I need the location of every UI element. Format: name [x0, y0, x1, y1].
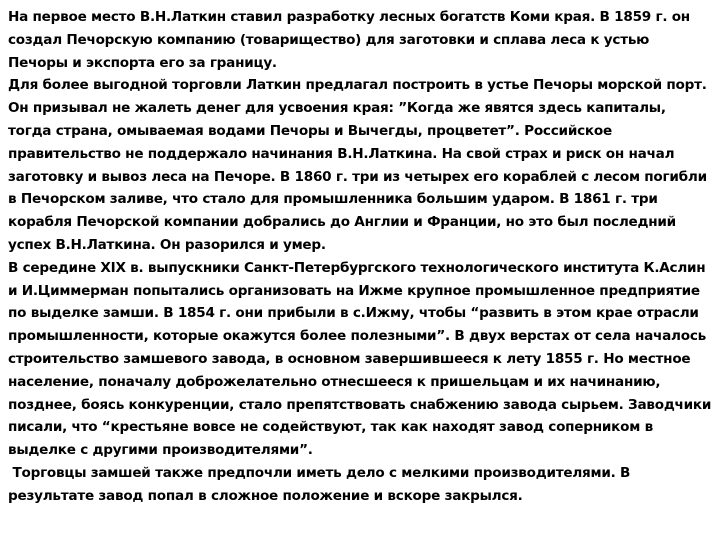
paragraph-latkin-port: Для более выгодной торговли Латкин предлагал построить в устье Печоры морской порт. Он призывал не жалеть денег для усвоения края: ”Когда же явятся здесь капиталы, тогда страна, омываемая водами Печоры и Вычегды, процветет”. Российское правительство не поддержало начинания В.Н.Латкина. На свой страх и риск он начал заготовку и вывоз леса на Печоре. В 1860 г. три из четырех его кораблей с лесом погибли в Печорском заливе, что стало для промышленника большим ударом. В 1861 г. три корабля Печорской компании добрались до Англии и Франции, но это был последний успех В.Н.Латкина. Он разорился и умер.	[8, 77, 707, 253]
paragraph-suede-traders: Торговцы замшей также предпочли иметь дело с мелкими производителями. В результате завод попал в сложное положение и вскоре закрылся.	[8, 464, 635, 504]
paragraph-suede-factory: В середине XIX в. выпускники Санкт-Петербургского технологического института К.Аслин и И.Циммерман попытались организовать на Ижме крупное промышленное предприятие по выделке замши. В 1854 г. они прибыли в с.Ижму, чтобы “развить в этом крае отрасли промышленности, которые окажутся более полезными”. В двух верстах от села началось строительство замшевого завода, в основном завершившееся к лету 1855 г. Но местное население, поначалу доброжелательно отнесшееся к пришельцам и их начинанию, позднее, боясь конкуренции, стало препятствовать снабжению завода сырьем. Заводчики писали, что “крестьяне вовсе не содействуют, так как находят завод соперником в выделке с другими производителями”.	[8, 259, 712, 459]
paragraph-latkin-forestry: На первое место В.Н.Латкин ставил разработку лесных богатств Коми края. В 1859 г. он создал Печорскую компанию (товарищество) для заготовки и сплава леса к устью Печоры и экспорта его за границу.	[8, 9, 690, 71]
slide-text-body	[8, 6, 712, 508]
